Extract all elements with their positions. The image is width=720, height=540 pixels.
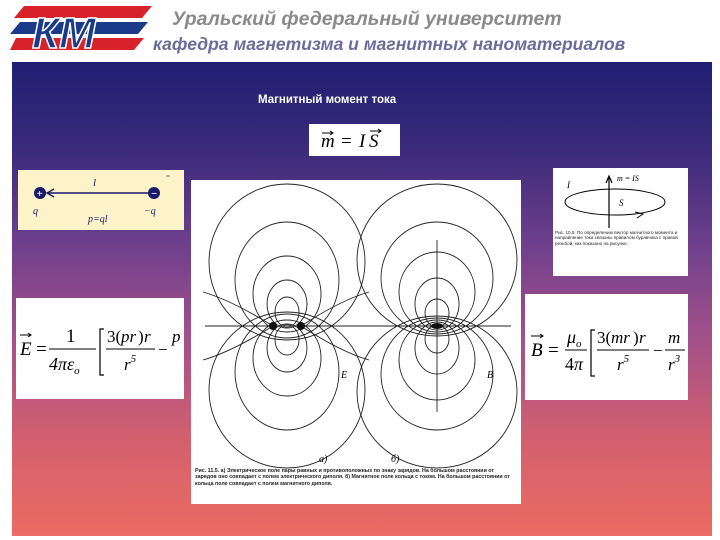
svg-text:E: E bbox=[20, 339, 32, 360]
svg-text:mr: mr bbox=[611, 328, 630, 347]
svg-text:−: − bbox=[158, 340, 168, 359]
department-name: кафедра магнетизма и магнитных наноматериалов bbox=[153, 34, 626, 54]
svg-text:3(: 3( bbox=[597, 328, 612, 347]
svg-text:4πεo: $4\pi\varepsilon_o$ bbox=[49, 354, 80, 377]
magnetic-field-formula bbox=[525, 294, 688, 400]
figure-b-label: B bbox=[487, 370, 494, 381]
svg-text:3(: 3( bbox=[107, 327, 122, 346]
field-lines-figure bbox=[191, 180, 521, 504]
svg-text:m: m bbox=[321, 131, 335, 152]
figure-e-label: E bbox=[341, 370, 348, 381]
svg-text:I: I bbox=[359, 131, 366, 152]
svg-text:4π: 4π bbox=[565, 354, 584, 374]
electric-dipole-field-lines bbox=[203, 184, 369, 468]
university-name: Уральский федеральный университет bbox=[172, 8, 562, 30]
figure-a-label: a) bbox=[319, 454, 328, 465]
vector-l-label: l bbox=[93, 177, 97, 189]
plus-charge-label: q bbox=[33, 206, 38, 217]
svg-text:−: − bbox=[151, 188, 158, 200]
svg-text:1: 1 bbox=[66, 326, 76, 347]
svg-text:−: − bbox=[653, 341, 663, 360]
svg-text:r5: $r^5$ bbox=[617, 353, 630, 374]
moment-formula bbox=[309, 124, 400, 156]
svg-text:+: + bbox=[36, 188, 43, 200]
svg-text:=: = bbox=[341, 131, 352, 152]
moment-formula-box bbox=[309, 124, 400, 156]
svg-text:=: = bbox=[548, 340, 559, 361]
svg-text:r: r bbox=[144, 327, 151, 346]
svg-text:B: B bbox=[531, 340, 543, 361]
svg-text:r5: $r^5$ bbox=[124, 353, 137, 374]
svg-text:): ) bbox=[633, 328, 639, 347]
loop-s-label: S bbox=[619, 198, 624, 208]
svg-text:): ) bbox=[138, 327, 144, 346]
loop-m-label: m = IS bbox=[617, 174, 639, 183]
svg-text:S: S bbox=[369, 131, 379, 152]
minus-charge-label: −q bbox=[144, 206, 156, 217]
figure-b-part-label: б) bbox=[391, 454, 400, 465]
loop-caption: Рис. 10.5. По определению вектор магнитного момента и направление тока связаны правилом буравчика с правой резьбой, как показано на рисунке. bbox=[555, 230, 678, 246]
svg-text:pr: pr bbox=[121, 327, 137, 346]
dipole-moment-label: p=ql bbox=[88, 214, 108, 225]
svg-text:r3: $r^3$ bbox=[668, 353, 681, 374]
svg-text:μo: $\mu_o$ bbox=[567, 327, 582, 350]
header bbox=[0, 0, 720, 62]
electric-field-formula bbox=[16, 298, 184, 399]
loop-i-label: I bbox=[567, 180, 570, 190]
svg-text:m: m bbox=[668, 328, 681, 347]
svg-text:p: p bbox=[172, 327, 181, 346]
logo-text: КМ bbox=[32, 9, 96, 56]
svg-text:r: r bbox=[639, 328, 646, 347]
field-figure-caption: Рис. 11.5. а) Электрическое поле пары равных и противоположных по знаку зарядов. На большом расстоянии от зарядов оно совпадает с полем электрического диполя. б) Магнитное поле кольца с током. На большом расстоянии от кольца поле совпадает с полем магнитного диполя. bbox=[195, 468, 510, 487]
slide-title: Магнитный момент тока bbox=[258, 94, 397, 106]
svg-text:=: = bbox=[36, 339, 47, 360]
dipole-diagram bbox=[18, 170, 184, 230]
current-loop-figure bbox=[553, 168, 688, 276]
logo bbox=[10, 4, 152, 56]
